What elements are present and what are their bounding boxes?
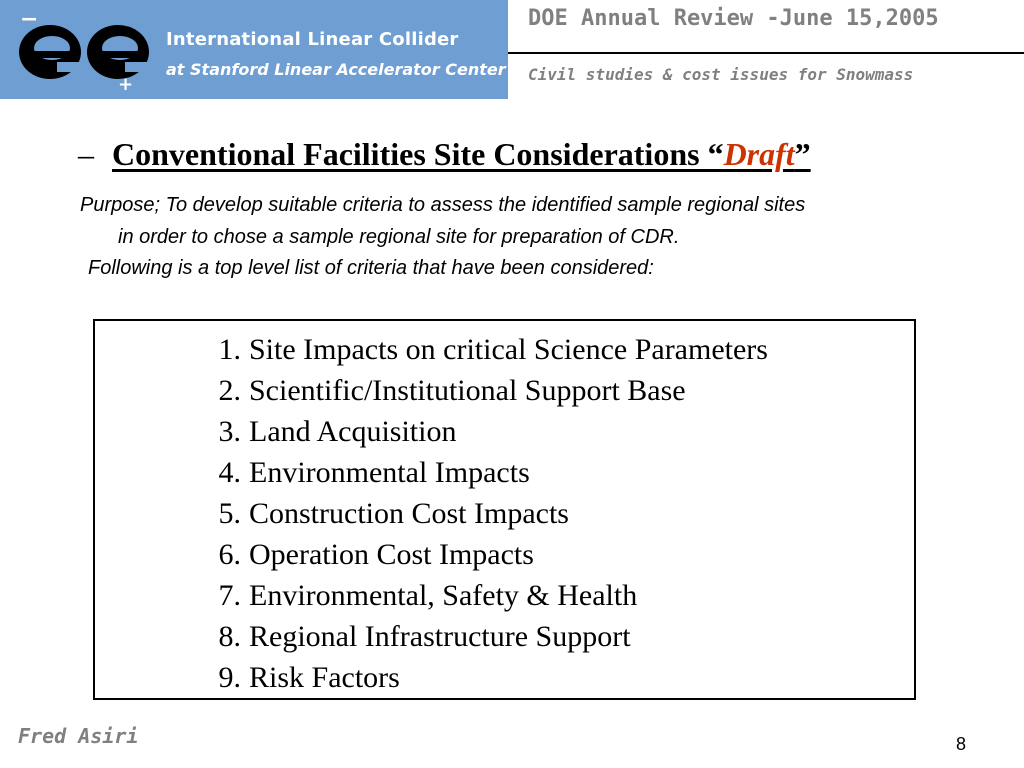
header-divider bbox=[508, 52, 1024, 54]
header-banner bbox=[0, 0, 508, 99]
footer-author: Fred Asiri bbox=[18, 724, 139, 748]
heading-bullet: – bbox=[78, 136, 94, 172]
presentation-title: DOE Annual Review -June 15,2005 bbox=[528, 6, 939, 31]
purpose-line-2: in order to chose a sample regional site for preparation of CDR. bbox=[118, 226, 680, 248]
criteria-text: Environmental Impacts bbox=[249, 456, 530, 489]
electron-positron-logo bbox=[10, 10, 160, 90]
criteria-text: Environmental, Safety & Health bbox=[249, 579, 638, 612]
criteria-item bbox=[205, 329, 768, 370]
slide-heading bbox=[78, 136, 811, 173]
criteria-number: 6. bbox=[218, 538, 241, 571]
criteria-box bbox=[93, 319, 916, 700]
heading-close-quote: ” bbox=[794, 136, 811, 172]
criteria-item bbox=[205, 493, 768, 534]
criteria-item bbox=[205, 575, 768, 616]
criteria-number: 4. bbox=[218, 456, 241, 489]
criteria-item bbox=[205, 411, 768, 452]
criteria-number: 5. bbox=[218, 497, 241, 530]
criteria-item bbox=[205, 657, 768, 698]
banner-title: International Linear Collider bbox=[166, 29, 459, 50]
criteria-list bbox=[205, 329, 768, 698]
criteria-number: 3. bbox=[218, 415, 241, 448]
criteria-text: Regional Infrastructure Support bbox=[249, 620, 631, 653]
page-number: 8 bbox=[955, 734, 966, 754]
intro-text: Following is a top level list of criteria that have been considered: bbox=[88, 257, 654, 279]
presentation-subtitle: Civil studies & cost issues for Snowmass bbox=[528, 65, 914, 84]
criteria-item bbox=[205, 370, 768, 411]
purpose-paragraph bbox=[80, 189, 1024, 253]
plus-sign: + bbox=[118, 74, 134, 90]
purpose-line-1: Purpose; To develop suitable criteria to assess the identified sample regional sites bbox=[80, 194, 806, 216]
criteria-text: Scientific/Institutional Support Base bbox=[249, 374, 686, 407]
banner-subtitle: at Stanford Linear Accelerator Center bbox=[166, 60, 506, 79]
criteria-item bbox=[205, 452, 768, 493]
criteria-number: 2. bbox=[218, 374, 241, 407]
criteria-number: 9. bbox=[218, 661, 241, 694]
criteria-item bbox=[205, 534, 768, 575]
draft-label: Draft bbox=[723, 136, 795, 172]
criteria-text: Land Acquisition bbox=[249, 415, 457, 448]
criteria-text: Operation Cost Impacts bbox=[249, 538, 534, 571]
criteria-text: Risk Factors bbox=[249, 661, 400, 694]
heading-main-text: Conventional Facilities Site Considerations “ bbox=[112, 136, 724, 172]
minus-sign: − bbox=[20, 10, 39, 32]
criteria-number: 7. bbox=[218, 579, 241, 612]
criteria-number: 1. bbox=[218, 333, 241, 366]
criteria-text: Construction Cost Impacts bbox=[249, 497, 569, 530]
criteria-item bbox=[205, 616, 768, 657]
criteria-number: 8. bbox=[218, 620, 241, 653]
criteria-text: Site Impacts on critical Science Parameters bbox=[249, 333, 768, 366]
heading-text bbox=[112, 136, 811, 172]
